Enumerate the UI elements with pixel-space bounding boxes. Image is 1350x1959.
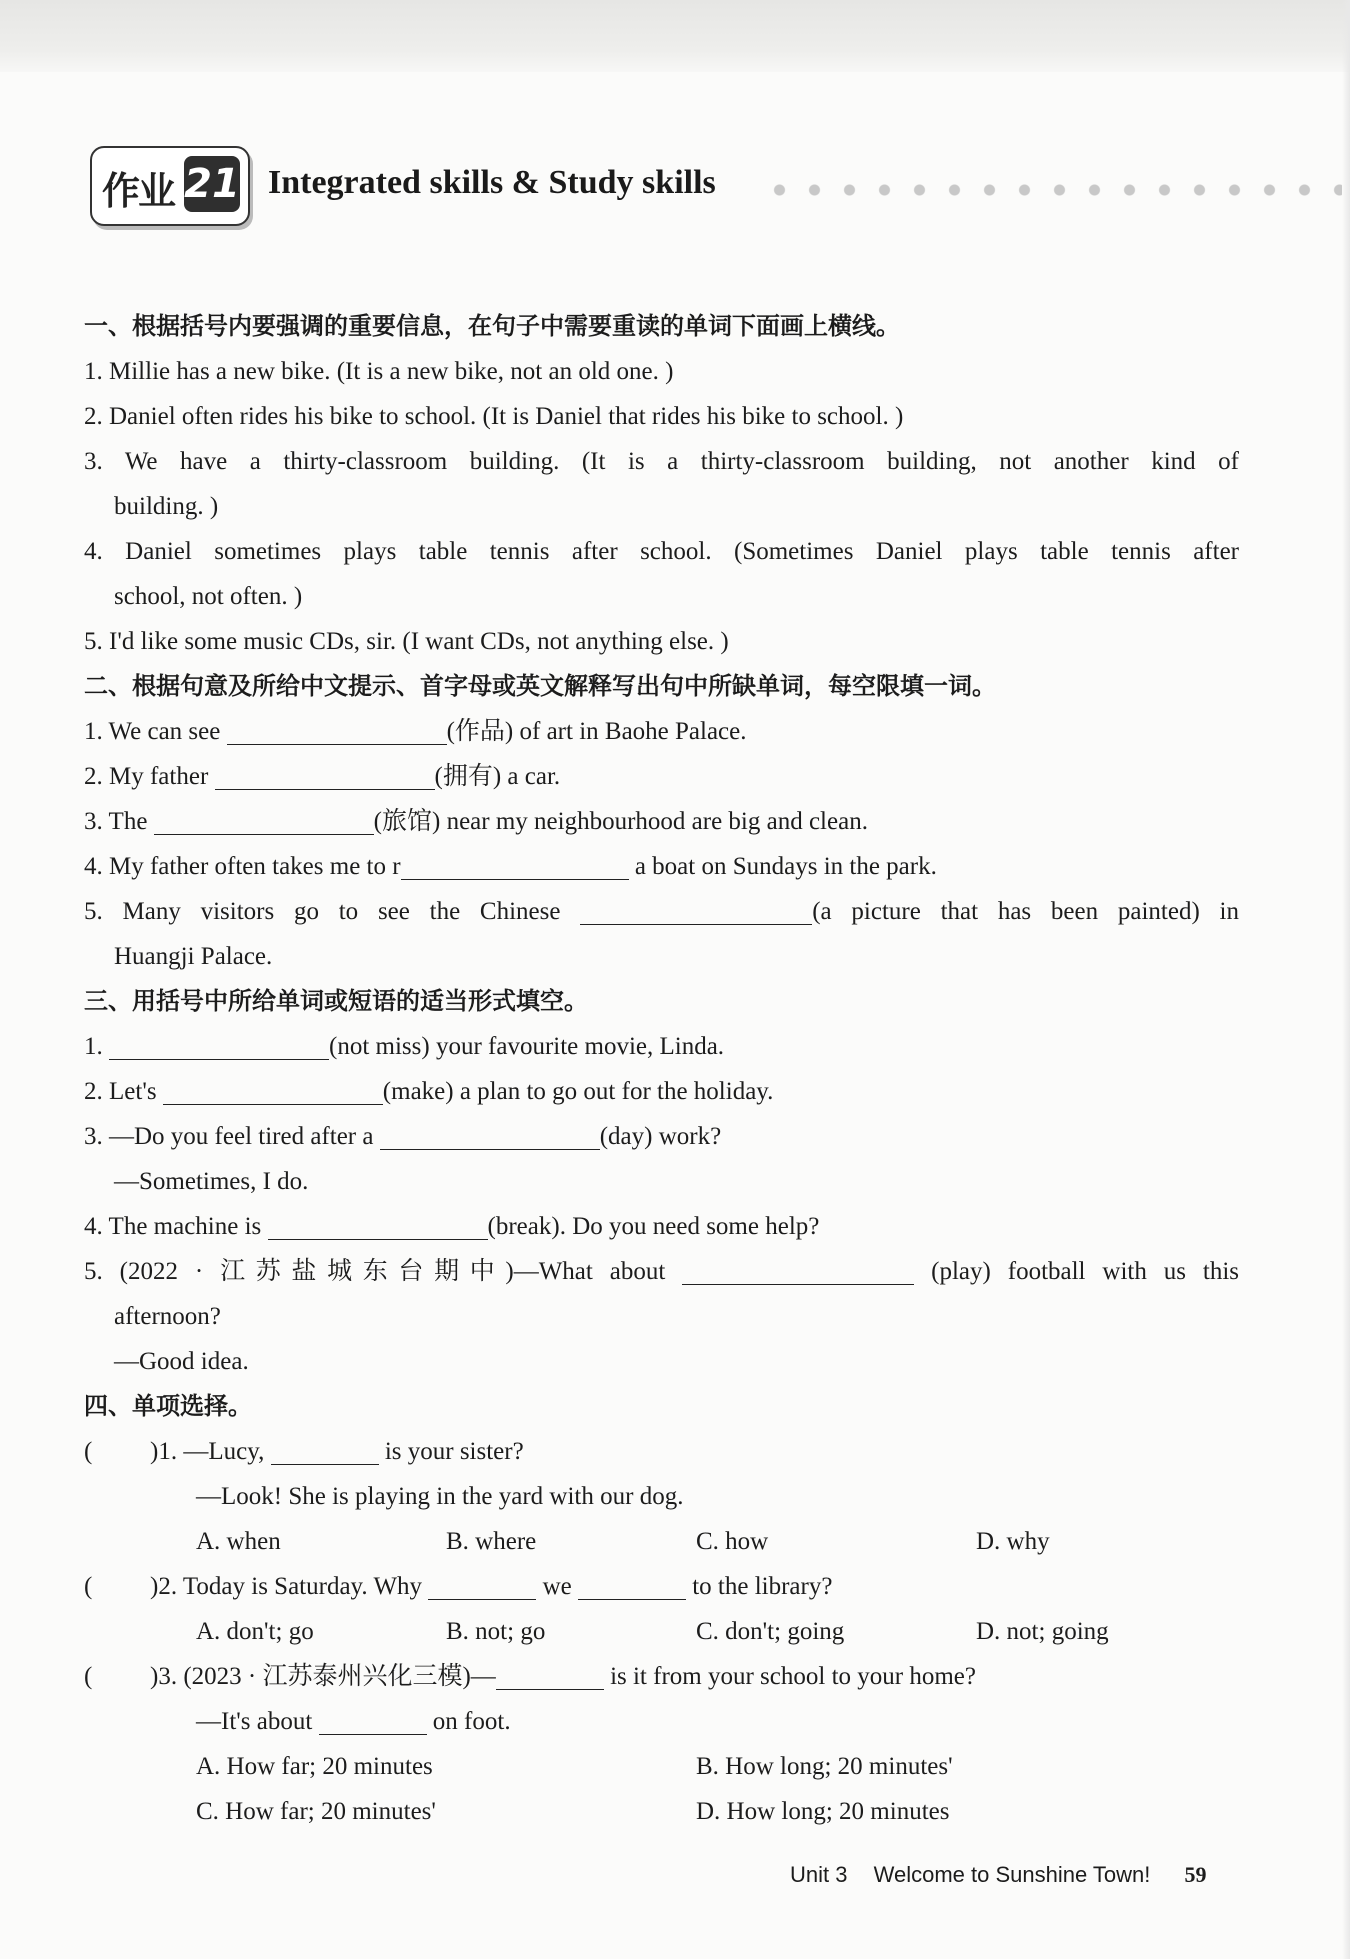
question-text: (play) football with us this bbox=[931, 1258, 1240, 1285]
question-text: 5. (2022 · 江苏盐城东台期中)—What about bbox=[84, 1258, 666, 1285]
section2-question-3 bbox=[84, 799, 1239, 844]
option-a[interactable]: A. don't; go bbox=[196, 1618, 314, 1645]
question-text: is it from your school to your home? bbox=[610, 1663, 976, 1690]
answer-blank[interactable] bbox=[268, 1209, 488, 1240]
page-number: 59 bbox=[1184, 1862, 1207, 1887]
footer-unit-title: Welcome to Sunshine Town! bbox=[873, 1862, 1151, 1887]
section3-question-3 bbox=[84, 1114, 1239, 1159]
answer-paren[interactable]: ( bbox=[84, 1663, 93, 1690]
section3-question-5-cont: afternoon? bbox=[114, 1303, 221, 1330]
mc-question-3-options-ab bbox=[84, 1744, 1239, 1789]
answer-blank[interactable] bbox=[163, 1074, 383, 1105]
question-text: 4. The machine is bbox=[84, 1213, 262, 1240]
section1-item-1: 1. Millie has a new bike. (It is a new bike, not an old one. ) bbox=[84, 358, 674, 385]
section3-question-1 bbox=[84, 1024, 1239, 1069]
answer-blank[interactable] bbox=[227, 714, 447, 745]
question-text: (day) work? bbox=[599, 1123, 722, 1150]
answer-blank[interactable] bbox=[401, 849, 629, 880]
section3-question-3-reply: —Sometimes, I do. bbox=[114, 1168, 309, 1195]
mc-question-1-options bbox=[84, 1519, 1239, 1564]
answer-blank[interactable] bbox=[215, 759, 435, 790]
mc-question-1-line2: —Look! She is playing in the yard with our dog. bbox=[196, 1483, 684, 1510]
question-text: 2. My father bbox=[84, 763, 209, 790]
section4-heading: 四、单项选择。 bbox=[84, 1392, 252, 1420]
question-text: 1. We can see bbox=[84, 718, 221, 745]
footer-unit: Unit 3 bbox=[790, 1862, 848, 1887]
lesson-title: Integrated skills & Study skills bbox=[268, 164, 716, 201]
mc-question-1 bbox=[84, 1429, 1239, 1474]
question-text: 5. Many visitors go to see the Chinese bbox=[84, 898, 561, 925]
lesson-badge-number: 21 bbox=[184, 156, 240, 212]
section2-question-5 bbox=[84, 889, 1239, 934]
question-text: (a picture that has been painted) in bbox=[812, 898, 1239, 925]
section1-item-3: 3. We have a thirty-classroom building. (It is a thirty-classroom building, not another kind of bbox=[84, 448, 1239, 475]
option-c[interactable]: C. don't; going bbox=[696, 1618, 845, 1645]
option-d[interactable]: D. not; going bbox=[976, 1618, 1109, 1645]
option-b[interactable]: B. where bbox=[446, 1528, 537, 1555]
title-dot-divider bbox=[762, 182, 1342, 198]
mc-question-3 bbox=[84, 1654, 1239, 1699]
question-text: (break). Do you need some help? bbox=[487, 1213, 820, 1240]
question-text: (拥有) a car. bbox=[434, 763, 561, 790]
question-text: )1. —Lucy, bbox=[150, 1438, 265, 1465]
section1-item-5: 5. I'd like some music CDs, sir. (I want CDs, not anything else. ) bbox=[84, 628, 729, 655]
answer-blank[interactable] bbox=[578, 1569, 686, 1600]
question-text: —It's about bbox=[196, 1708, 313, 1735]
answer-blank[interactable] bbox=[428, 1569, 536, 1600]
question-text: to the library? bbox=[692, 1573, 833, 1600]
section2-question-2 bbox=[84, 754, 1239, 799]
question-text: 3. The bbox=[84, 808, 148, 835]
question-text: a boat on Sundays in the park. bbox=[634, 853, 937, 880]
answer-blank[interactable] bbox=[580, 894, 812, 925]
option-a[interactable]: A. How far; 20 minutes bbox=[196, 1753, 433, 1780]
section1-item-4: 4. Daniel sometimes plays table tennis after school. (Sometimes Daniel plays table tennis after bbox=[84, 538, 1239, 565]
answer-blank[interactable] bbox=[109, 1029, 329, 1060]
mc-question-1-text bbox=[150, 1429, 524, 1474]
answer-blank[interactable] bbox=[319, 1704, 427, 1735]
answer-blank[interactable] bbox=[682, 1254, 914, 1285]
section1-item-2: 2. Daniel often rides his bike to school. (It is Daniel that rides his bike to school. ) bbox=[84, 403, 904, 430]
page-edge-shadow bbox=[1342, 0, 1350, 1959]
section3-question-4 bbox=[84, 1204, 1239, 1249]
option-c[interactable]: C. How far; 20 minutes' bbox=[196, 1798, 436, 1825]
lesson-badge bbox=[90, 146, 250, 226]
section2-heading: 二、根据句意及所给中文提示、首字母或英文解释写出句中所缺单词，每空限填一词。 bbox=[84, 672, 996, 700]
section3-heading: 三、用括号中所给单词或短语的适当形式填空。 bbox=[84, 987, 588, 1015]
option-d[interactable]: D. How long; 20 minutes bbox=[696, 1798, 950, 1825]
option-b[interactable]: B. How long; 20 minutes' bbox=[696, 1753, 953, 1780]
question-text: 2. Let's bbox=[84, 1078, 157, 1105]
mc-question-2-options bbox=[84, 1609, 1239, 1654]
section3-question-5-reply: —Good idea. bbox=[114, 1348, 249, 1375]
question-text: on foot. bbox=[432, 1708, 511, 1735]
question-text: is your sister? bbox=[384, 1438, 524, 1465]
option-a[interactable]: A. when bbox=[196, 1528, 281, 1555]
answer-paren[interactable]: ( bbox=[84, 1573, 93, 1600]
answer-blank[interactable] bbox=[380, 1119, 600, 1150]
section1-item-4-cont: school, not often. ) bbox=[114, 583, 303, 610]
question-text: 1. bbox=[84, 1033, 103, 1060]
answer-paren[interactable]: ( bbox=[84, 1438, 93, 1465]
mc-question-3-line2 bbox=[84, 1699, 1239, 1744]
mc-question-2-text bbox=[150, 1564, 832, 1609]
mc-question-2 bbox=[84, 1564, 1239, 1609]
question-text: (作品) of art in Baohe Palace. bbox=[446, 718, 747, 745]
section3-question-5 bbox=[84, 1249, 1239, 1294]
answer-blank[interactable] bbox=[154, 804, 374, 835]
answer-blank[interactable] bbox=[496, 1659, 604, 1690]
section2-question-4 bbox=[84, 844, 1239, 889]
mc-question-3-text bbox=[150, 1654, 976, 1699]
question-text: (make) a plan to go out for the holiday. bbox=[382, 1078, 774, 1105]
question-text: (旅馆) near my neighbourhood are big and clean. bbox=[373, 808, 868, 835]
page-top-band bbox=[0, 0, 1350, 72]
mc-question-3-options-cd bbox=[84, 1789, 1239, 1834]
section2-question-5-cont: Huangji Palace. bbox=[114, 943, 273, 970]
option-c[interactable]: C. how bbox=[696, 1528, 769, 1555]
section1-item-3-cont: building. ) bbox=[114, 493, 219, 520]
option-b[interactable]: B. not; go bbox=[446, 1618, 546, 1645]
section3-question-2 bbox=[84, 1069, 1239, 1114]
question-text: (not miss) your favourite movie, Linda. bbox=[329, 1033, 725, 1060]
question-text: )3. (2023 · 江苏泰州兴化三模)— bbox=[150, 1663, 496, 1690]
page-footer bbox=[790, 1862, 1207, 1888]
question-text: we bbox=[542, 1573, 572, 1600]
section2-question-1 bbox=[84, 709, 1239, 754]
lesson-badge-label: 作业 bbox=[102, 169, 175, 213]
option-d[interactable]: D. why bbox=[976, 1528, 1050, 1555]
question-text: 3. —Do you feel tired after a bbox=[84, 1123, 374, 1150]
question-text: 4. My father often takes me to r bbox=[84, 853, 401, 880]
section1-heading: 一、根据括号内要强调的重要信息，在句子中需要重读的单词下面画上横线。 bbox=[84, 312, 900, 340]
question-text: )2. Today is Saturday. Why bbox=[150, 1573, 423, 1600]
worksheet-content bbox=[84, 304, 1239, 1834]
answer-blank[interactable] bbox=[271, 1434, 379, 1465]
